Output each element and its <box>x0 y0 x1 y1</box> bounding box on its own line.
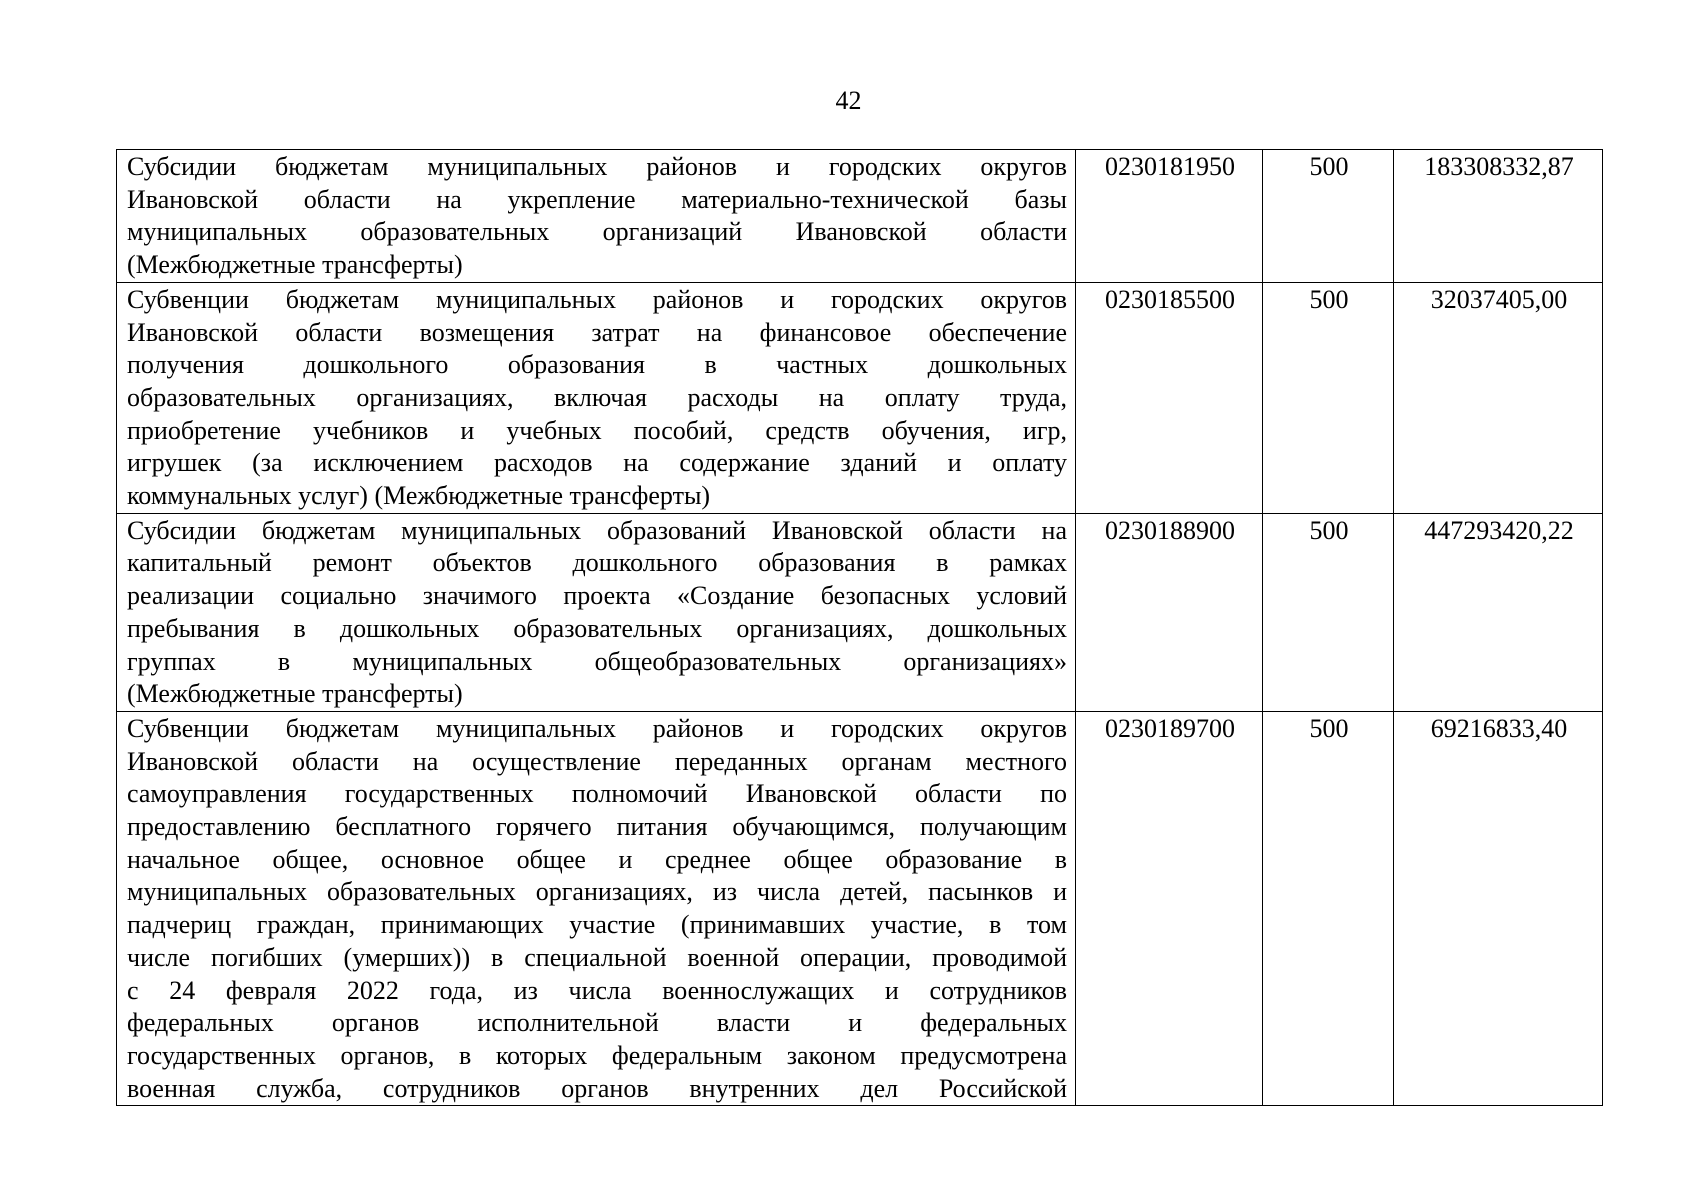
description-line: самоуправления государственных полномочий Ивановской области по <box>127 779 1067 809</box>
description-line: Ивановской области на осуществление переданных органам местного <box>127 746 1067 776</box>
description-line: пребывания в дошкольных образовательных организациях, дошкольных <box>127 613 1067 643</box>
row-description <box>117 513 1076 711</box>
description-line: с 24 февраля 2022 года, из числа военнослужащих и сотрудников <box>127 975 1067 1005</box>
row-description <box>117 282 1076 513</box>
table-row <box>117 711 1603 1105</box>
row-target-code: 0230181950 <box>1076 150 1263 283</box>
row-target-code: 0230189700 <box>1076 711 1263 1105</box>
description-line: падчериц граждан, принимающих участие (принимавших участие, в том <box>127 910 1067 940</box>
description-line: Субсидии бюджетам муниципальных образований Ивановской области на <box>127 515 1067 545</box>
row-amount: 32037405,00 <box>1394 282 1603 513</box>
description-line: Ивановской области возмещения затрат на финансовое обеспечение <box>127 317 1067 347</box>
row-target-code: 0230185500 <box>1076 282 1263 513</box>
description-line: (Межбюджетные трансферты) <box>127 679 463 709</box>
budget-table <box>116 149 1603 1106</box>
description-line: Субвенции бюджетам муниципальных районов и городских округов <box>127 713 1067 743</box>
description-line: образовательных организациях, включая расходы на оплату труда, <box>127 382 1067 412</box>
row-expense-type: 500 <box>1263 150 1394 283</box>
description-line: получения дошкольного образования в частных дошкольных <box>127 350 1067 380</box>
description-line: федеральных органов исполнительной власти и федеральных <box>127 1008 1067 1038</box>
description-line: (Межбюджетные трансферты) <box>127 250 463 280</box>
row-amount: 69216833,40 <box>1394 711 1603 1105</box>
description-line: группах в муниципальных общеобразовательных организациях» <box>127 646 1067 676</box>
description-line: реализации социально значимого проекта «Создание безопасных условий <box>127 581 1067 611</box>
table-row <box>117 150 1603 283</box>
row-expense-type: 500 <box>1263 711 1394 1105</box>
row-amount: 183308332,87 <box>1394 150 1603 283</box>
description-line: числе погибших (умерших)) в специальной военной операции, проводимой <box>127 942 1067 972</box>
row-expense-type: 500 <box>1263 282 1394 513</box>
description-line: капитальный ремонт объектов дошкольного образования в рамках <box>127 548 1067 578</box>
description-line: коммунальных услуг) (Межбюджетные трансферты) <box>127 481 711 511</box>
budget-table-body <box>117 150 1603 1106</box>
page-number: 42 <box>835 86 862 115</box>
description-line: Ивановской области на укрепление материально-технической базы <box>127 184 1067 214</box>
row-description <box>117 711 1076 1105</box>
row-description <box>117 150 1076 283</box>
description-line: муниципальных образовательных организациях, из числа детей, пасынков и <box>127 877 1067 907</box>
description-line: начальное общее, основное общее и среднее общее образование в <box>127 844 1067 874</box>
row-expense-type: 500 <box>1263 513 1394 711</box>
description-line: приобретение учебников и учебных пособий, средств обучения, игр, <box>127 415 1067 445</box>
table-row <box>117 513 1603 711</box>
description-line: игрушек (за исключением расходов на содержание зданий и оплату <box>127 448 1067 478</box>
description-line: государственных органов, в которых федеральным законом предусмотрена <box>127 1040 1067 1070</box>
row-amount: 447293420,22 <box>1394 513 1603 711</box>
description-line: муниципальных образовательных организаций Ивановской области <box>127 217 1067 247</box>
table-row <box>117 282 1603 513</box>
row-target-code: 0230188900 <box>1076 513 1263 711</box>
description-line: предоставлению бесплатного горячего питания обучающимся, получающим <box>127 812 1067 842</box>
description-line: Субсидии бюджетам муниципальных районов и городских округов <box>127 152 1067 181</box>
description-line: военная служба, сотрудников органов внутренних дел Российской <box>127 1073 1067 1103</box>
description-line: Субвенции бюджетам муниципальных районов и городских округов <box>127 284 1067 314</box>
